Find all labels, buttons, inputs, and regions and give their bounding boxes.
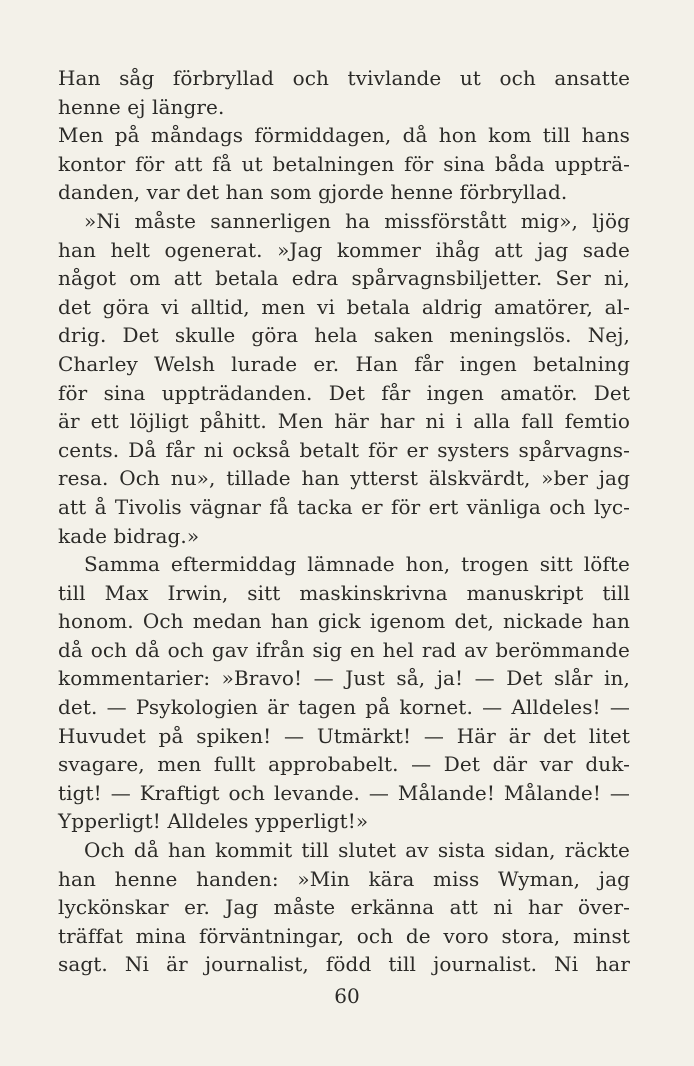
text-line: för sina uppträdanden. Det får ingen amatör. Det [58,380,630,405]
text-line: cents. Då får ni också betalt för er systers spårvagns- [58,437,630,462]
text-line: drig. Det skulle göra hela saken meningslös. Nej, [58,323,630,348]
text-line: Huvudet på spiken! — Utmärkt! — Här är det litet [58,723,630,748]
text-line: Samma eftermiddag lämnade hon, trogen sitt löfte [84,552,630,577]
text-line: han helt ogenerat. »Jag kommer ihåg att jag sade [58,237,630,262]
text-line: att å Tivolis vägnar få tacka er för ert vänliga och lyc- [58,494,630,519]
text-line: resa. Och nu», tillade han ytterst älskvärdt, »ber jag [58,466,630,491]
text-line: tigt! — Kraftigt och levande. — Målande! Målande! — [58,780,630,805]
text-line: Men på måndags förmiddagen, då hon kom till hans [58,123,630,148]
text-line: han henne handen: »Min kära miss Wyman, jag [58,866,630,891]
text-line: det. — Psykologien är tagen på kornet. — Alldeles! — [58,695,630,720]
text-line: danden, var det han som gjorde henne förbryllad. [58,180,568,205]
text-line: kade bidrag.» [58,523,200,548]
text-line: Charley Welsh lurade er. Han får ingen betalning [58,351,630,376]
text-line: det göra vi alltid, men vi betala aldrig amatörer, al- [58,294,630,319]
body-text [58,64,630,979]
text-line: honom. Och medan han gick igenom det, nickade han [58,609,630,634]
text-line: något om att betala edra spårvagnsbiljetter. Ser ni, [58,266,630,291]
text-line: då och då och gav ifrån sig en hel rad av berömmande [58,637,630,662]
text-line: Han såg förbryllad och tvivlande ut och ansatte [58,66,630,90]
text-line: är ett löjligt påhitt. Men här har ni i alla fall femtio [58,409,630,434]
text-line: »Ni måste sannerligen ha missförstått mig», ljög [84,208,630,233]
text-line: lyckönskar er. Jag måste erkänna att ni har över- [58,895,630,920]
text-line: sagt. Ni är journalist, född till journalist. Ni har [58,952,630,977]
text-line: Och då han kommit till slutet av sista sidan, räckte [84,838,630,863]
text-line: Ypperligt! Alldeles ypperligt!» [58,809,369,834]
text-line: svagare, men fullt approbabelt. — Det där var duk- [58,752,630,777]
text-line: träffat mina förväntningar, och de voro stora, minst [58,923,630,948]
text-line: kommentarier: »Bravo! — Just så, ja! — Det slår in, [58,666,630,691]
text-line: henne ej längre. [58,94,225,119]
page-number: 60 [334,984,360,1008]
text-line: kontor för att få ut betalningen för sina båda uppträ- [58,151,630,176]
text-line: till Max Irwin, sitt maskinskrivna manuskript till [58,580,630,605]
